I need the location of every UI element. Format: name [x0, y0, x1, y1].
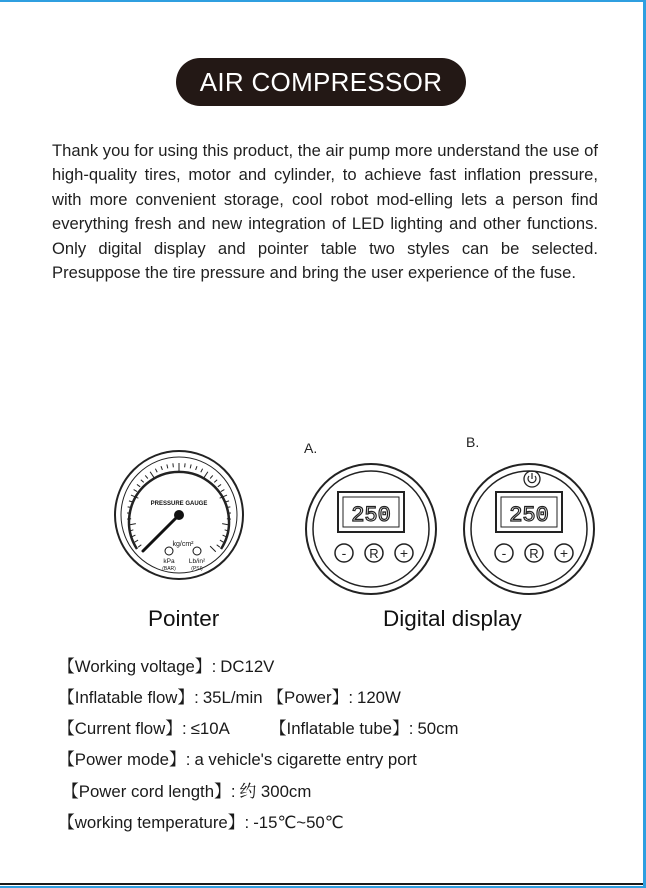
spec-value: 35L/min: [202, 688, 263, 707]
pressure-gauge-illustration: [113, 449, 245, 581]
spec-key: 【Working voltage】:: [58, 657, 217, 676]
gauge-right-sub: (PSI): [191, 566, 203, 572]
spec-value: 约 300cm: [239, 782, 312, 801]
caption-digital-display: Digital display: [383, 606, 522, 631]
device-b-label: B.: [466, 434, 480, 450]
spec-working-voltage: [58, 653, 274, 677]
gauge-left-sub: (BAR): [162, 566, 176, 572]
device-a-plus-button: +: [399, 545, 409, 561]
footer-divider: [0, 883, 643, 885]
gauge-unit: kg/cm²: [172, 541, 194, 548]
spec-key: 【Power cord length】:: [62, 782, 236, 801]
spec-working-temperature: [58, 809, 344, 833]
intro-paragraph: Thank you for using this product, the air pump more understand the use of high-quality tires, motor and cylinder, to achieve fast inflation pressure, with more convenient storage, cool robot mod-elling lets a person find everything fresh and new integration of LED lighting and other functions. Only digital display and pointer table two styles can be selected. Presuppose the tire pressure and bring the user experience of the fuse.: [52, 141, 598, 283]
top-edge-line: [0, 0, 646, 2]
gauge-title: PRESSURE GAUGE: [150, 501, 208, 507]
spec-key: 【Current flow】:: [58, 719, 187, 738]
device-b-plus-button: +: [559, 545, 569, 561]
device-a-minus-button: -: [341, 545, 347, 561]
spec-value: -15℃~50℃: [253, 813, 344, 832]
spec-power-mode: [58, 746, 417, 770]
spec-value: a vehicle's cigarette entry port: [194, 750, 417, 769]
device-a-label: A.: [304, 440, 318, 456]
device-b-display: 250: [509, 503, 549, 528]
page-title: AIR COMPRESSOR: [176, 58, 466, 106]
digital-device-a: [304, 462, 438, 596]
gauge-right-unit: Lb/in²: [188, 558, 206, 565]
digital-device-b: [462, 462, 596, 596]
caption-pointer: Pointer: [148, 606, 220, 631]
gauge-left-unit: kPa: [163, 558, 175, 565]
spec-key: 【Inflatable flow】:: [58, 688, 199, 707]
spec-key: 【Inflatable tube】:: [269, 719, 414, 738]
device-a-display: 250: [351, 503, 391, 528]
spec-value: 50cm: [417, 719, 459, 738]
spec-value: DC12V: [220, 657, 275, 676]
spec-value: ≤10A: [190, 719, 230, 738]
spec-key: 【Power mode】:: [58, 750, 191, 769]
spec-key: 【working temperature】:: [58, 813, 250, 832]
spec-current-flow: [58, 715, 458, 739]
device-b-reset-button: R: [529, 546, 539, 561]
spec-value: 120W: [357, 688, 401, 707]
device-a-reset-button: R: [369, 546, 379, 561]
spec-inflatable-flow: [58, 684, 401, 708]
device-b-minus-button: -: [501, 545, 507, 561]
spec-key: 【Power】:: [267, 688, 354, 707]
spec-power-cord-length: [62, 778, 311, 802]
